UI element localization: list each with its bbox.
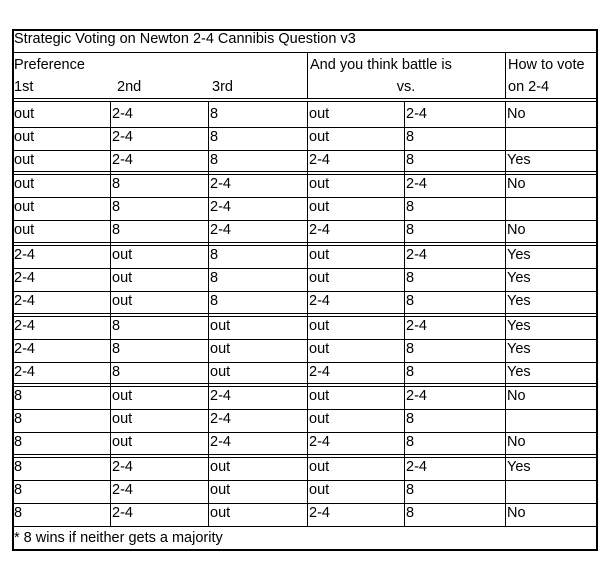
table-cell: out (210, 364, 231, 380)
table-cell: 8 (406, 434, 415, 450)
table-cell: 8 (406, 341, 415, 357)
table-cell: 8 (112, 176, 121, 192)
grid-line (12, 316, 598, 317)
header-vs: vs. (396, 79, 416, 95)
table-cell: 2-4 (309, 222, 330, 238)
table-cell: 2-4 (14, 293, 35, 309)
table-cell: 2-4 (112, 106, 133, 122)
table-cell: out (210, 318, 231, 334)
grid-line (12, 29, 598, 31)
grid-line (12, 291, 598, 292)
table-cell: out (14, 199, 35, 215)
table-cell: out (309, 129, 330, 145)
header-third: 3rd (212, 79, 233, 95)
table-cell: Yes (507, 459, 531, 475)
table-cell: 8 (210, 106, 219, 122)
table-cell: No (507, 388, 526, 404)
table-cell: 8 (14, 459, 23, 475)
table-cell: No (507, 106, 526, 122)
table-cell: 2-4 (406, 388, 427, 404)
table-cell: Yes (507, 247, 531, 263)
grid-line (12, 386, 598, 387)
grid-line (110, 101, 111, 526)
grid-line (12, 197, 598, 198)
table-cell: 8 (112, 364, 121, 380)
table-cell: No (507, 434, 526, 450)
table-cell: 8 (14, 434, 23, 450)
table-cell: 8 (210, 247, 219, 263)
footnote: * 8 wins if neither gets a majority (14, 530, 223, 546)
table-cell: out (112, 247, 133, 263)
grid-line (208, 101, 209, 526)
table-cell: 8 (406, 364, 415, 380)
table-cell: 2-4 (210, 199, 231, 215)
grid-line (12, 480, 598, 481)
grid-line (12, 220, 598, 221)
grid-line (12, 127, 598, 128)
header-on-2-4: on 2-4 (508, 79, 550, 95)
table-cell: out (112, 293, 133, 309)
grid-line (12, 150, 598, 151)
grid-line (12, 409, 598, 410)
table-cell: out (309, 247, 330, 263)
header-preference: Preference (14, 57, 85, 73)
grid-line (12, 171, 598, 172)
grid-line (12, 98, 598, 99)
table-cell: 2-4 (14, 364, 35, 380)
table-cell: 2-4 (112, 482, 133, 498)
table-cell: out (14, 129, 35, 145)
table-cell: out (210, 459, 231, 475)
table-cell: 2-4 (210, 222, 231, 238)
table-cell: 2-4 (309, 505, 330, 521)
table-cell: 2-4 (309, 364, 330, 380)
grid-line (596, 29, 598, 551)
table-cell: 8 (406, 482, 415, 498)
table-cell: out (309, 176, 330, 192)
table-cell: 2-4 (112, 459, 133, 475)
table-cell: out (309, 270, 330, 286)
table-cell: Yes (507, 270, 531, 286)
grid-line (12, 242, 598, 243)
grid-line (12, 52, 598, 53)
table-cell: 8 (112, 318, 121, 334)
table-cell: 2-4 (406, 176, 427, 192)
table-cell: No (507, 505, 526, 521)
grid-line (12, 503, 598, 504)
grid-line (307, 101, 308, 526)
grid-line (505, 52, 506, 99)
table-cell: 8 (406, 270, 415, 286)
grid-line (307, 52, 308, 99)
table-cell: 8 (112, 222, 121, 238)
table-cell: 2-4 (406, 459, 427, 475)
grid-line (12, 526, 598, 527)
table-cell: out (309, 106, 330, 122)
table-cell: 2-4 (309, 434, 330, 450)
table-cell: out (14, 152, 35, 168)
table-title: Strategic Voting on Newton 2-4 Cannibis Question v3 (14, 31, 356, 47)
table-cell: out (210, 505, 231, 521)
table-cell: 2-4 (14, 318, 35, 334)
table-cell: out (210, 341, 231, 357)
table-cell: No (507, 222, 526, 238)
table-cell: 8 (14, 411, 23, 427)
table-cell: 8 (406, 199, 415, 215)
grid-line (12, 432, 598, 433)
table-cell: out (309, 341, 330, 357)
table-cell: Yes (507, 341, 531, 357)
grid-line (505, 101, 506, 526)
table-cell: 8 (210, 270, 219, 286)
table-cell: 8 (406, 222, 415, 238)
table-cell: 8 (406, 505, 415, 521)
grid-line (12, 339, 598, 340)
grid-line (12, 457, 598, 458)
grid-line (12, 549, 598, 551)
table-cell: 2-4 (14, 270, 35, 286)
table-cell: out (14, 106, 35, 122)
grid-line (12, 313, 598, 314)
table-cell: 2-4 (309, 152, 330, 168)
table-cell: out (14, 176, 35, 192)
table-cell: 2-4 (406, 247, 427, 263)
table-cell: out (309, 482, 330, 498)
table-cell: out (309, 388, 330, 404)
table-cell: out (309, 318, 330, 334)
table-cell: out (210, 482, 231, 498)
grid-line (12, 245, 598, 246)
header-how-to-vote: How to vote (508, 57, 585, 73)
table-cell: 2-4 (210, 388, 231, 404)
table-cell: 2-4 (406, 106, 427, 122)
table-cell: 8 (112, 341, 121, 357)
header-second: 2nd (117, 79, 142, 95)
header-battle: And you think battle is (310, 57, 452, 73)
table-cell: 8 (14, 505, 23, 521)
grid-line (12, 268, 598, 269)
table-cell: 2-4 (14, 341, 35, 357)
table-cell: out (309, 199, 330, 215)
table-cell: 8 (14, 388, 23, 404)
table-cell: out (309, 459, 330, 475)
table-cell: 2-4 (210, 434, 231, 450)
table-cell: 2-4 (14, 247, 35, 263)
table-cell: out (112, 434, 133, 450)
table-cell: out (14, 222, 35, 238)
grid-line (12, 29, 14, 551)
table-cell: 8 (406, 129, 415, 145)
grid-line (12, 174, 598, 175)
table-cell: 8 (210, 129, 219, 145)
header-first: 1st (14, 79, 34, 95)
table-cell: 8 (406, 293, 415, 309)
table-cell: 2-4 (112, 129, 133, 145)
grid-line (12, 383, 598, 384)
grid-line (12, 101, 598, 102)
table-cell: Yes (507, 364, 531, 380)
table-cell: out (112, 270, 133, 286)
table-cell: 2-4 (112, 505, 133, 521)
table-cell: 8 (406, 152, 415, 168)
table-cell: 8 (112, 199, 121, 215)
table-cell: out (112, 411, 133, 427)
table-cell: out (112, 388, 133, 404)
table-cell: 2-4 (210, 411, 231, 427)
table-cell: Yes (507, 293, 531, 309)
table-cell: Yes (507, 318, 531, 334)
table-cell: 2-4 (309, 293, 330, 309)
grid-line (12, 454, 598, 455)
table-cell: 8 (406, 411, 415, 427)
grid-line (12, 362, 598, 363)
table-cell: 8 (210, 152, 219, 168)
table-cell: out (309, 411, 330, 427)
table-cell: 2-4 (210, 176, 231, 192)
table-cell: 8 (14, 482, 23, 498)
table-cell: 8 (210, 293, 219, 309)
table-cell: No (507, 176, 526, 192)
table-cell: 2-4 (406, 318, 427, 334)
voting-table (12, 29, 598, 551)
grid-line (404, 101, 405, 526)
table-cell: Yes (507, 152, 531, 168)
table-cell: 2-4 (112, 152, 133, 168)
